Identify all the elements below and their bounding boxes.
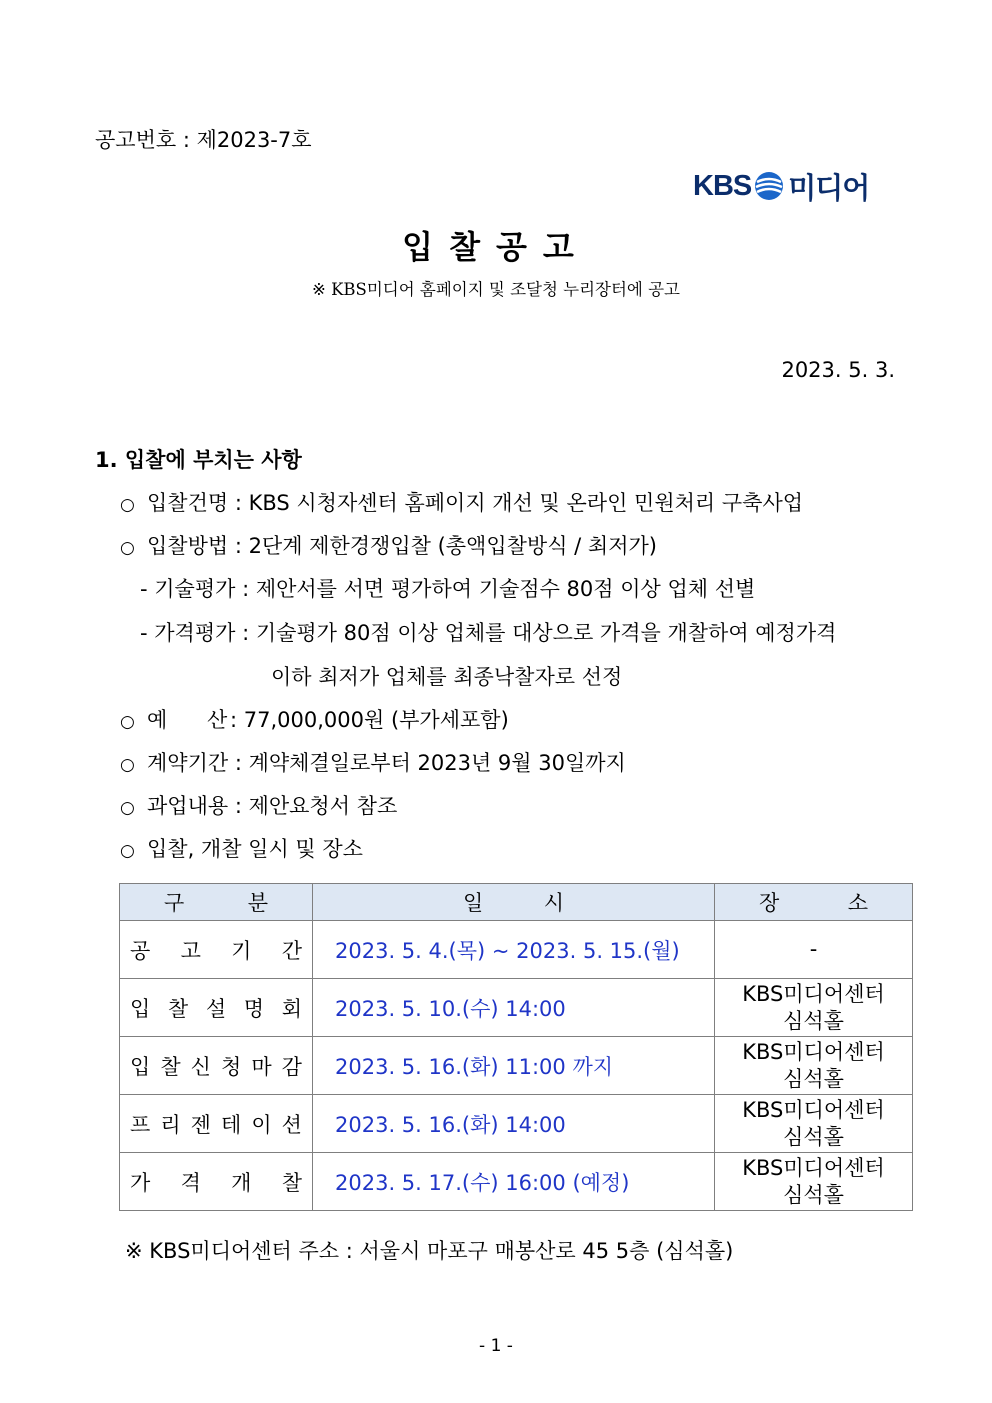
subtitle: ※ KBS미디어 홈페이지 및 조달청 누리장터에 공고 (312, 280, 680, 299)
logo-latin: KBS (693, 169, 752, 202)
datetime-cell: 2023. 5. 16.(화) 14:00 (313, 1095, 715, 1153)
kbs-media-logo (693, 169, 870, 205)
page-title: 입찰공고 (402, 228, 590, 266)
table-row (120, 979, 913, 1037)
place-cell: KBS미디어센터 심석홀 (715, 1095, 913, 1153)
bullet-marker: ○ (120, 712, 135, 732)
bullet-marker: ○ (120, 798, 135, 818)
list-item: ○ 입찰건명 : KBS 시청자센터 홈페이지 개선 및 온라인 민원처리 구축사업 (120, 491, 804, 515)
category-cell: 가 격 개 찰 (120, 1153, 313, 1211)
list-item: ○ 계약기간 : 계약체결일로부터 2023년 9월 30일까지 (120, 751, 626, 775)
page-number: - 1 - (479, 1336, 513, 1356)
logo-korean: 미디어 (788, 172, 870, 205)
place-cell: - (715, 921, 913, 979)
header-place: 장 소 (715, 884, 913, 921)
header-datetime: 일 시 (313, 884, 715, 921)
schedule-table (119, 883, 913, 1211)
bullet-marker: ○ (120, 495, 135, 515)
datetime-cell: 2023. 5. 4.(목) ~ 2023. 5. 15.(월) (313, 921, 715, 979)
sub-item: - 가격평가 : 기술평가 80점 이상 업체를 대상으로 가격을 개찰하여 예정가격 (140, 621, 837, 645)
table-row (120, 1095, 913, 1153)
notice-number: 공고번호 : 제2023-7호 (95, 128, 312, 152)
sub-item: - 기술평가 : 제안서를 서면 평가하여 기술점수 80점 이상 업체 선별 (140, 577, 756, 601)
place-cell: KBS미디어센터 심석홀 (715, 979, 913, 1037)
place-cell: KBS미디어센터 심석홀 (715, 1153, 913, 1211)
datetime-cell: 2023. 5. 16.(화) 11:00 까지 (313, 1037, 715, 1095)
table-row (120, 1037, 913, 1095)
datetime-cell: 2023. 5. 10.(수) 14:00 (313, 979, 715, 1037)
bullet-marker: ○ (120, 755, 135, 775)
category-cell: 프 리 젠 테 이 션 (120, 1095, 313, 1153)
section-heading: 1. 입찰에 부치는 사항 (95, 448, 302, 472)
category-cell: 입 찰 신 청 마 감 (120, 1037, 313, 1095)
sub-item-continuation: 이하 최저가 업체를 최종낙찰자로 선정 (271, 665, 623, 689)
header-category: 구 분 (120, 884, 313, 921)
bullet-marker: ○ (120, 538, 135, 558)
table-header-row (120, 884, 913, 921)
bullet-marker: ○ (120, 841, 135, 861)
category-cell: 공 고 기 간 (120, 921, 313, 979)
datetime-cell: 2023. 5. 17.(수) 16:00 (예정) (313, 1153, 715, 1211)
place-cell: KBS미디어센터 심석홀 (715, 1037, 913, 1095)
list-item: ○ 입찰방법 : 2단계 제한경쟁입찰 (총액입찰방식 / 최저가) (120, 534, 657, 558)
category-cell: 입 찰 설 명 회 (120, 979, 313, 1037)
address-note: ※ KBS미디어센터 주소 : 서울시 마포구 매봉산로 45 5층 (심석홀) (125, 1239, 734, 1263)
list-item: ○ 입찰, 개찰 일시 및 장소 (120, 837, 363, 861)
globe-icon (754, 171, 784, 201)
table-row (120, 921, 913, 979)
notice-date: 2023. 5. 3. (781, 358, 895, 382)
list-item: ○ 과업내용 : 제안요청서 참조 (120, 794, 398, 818)
list-item-budget: ○ 예 산 : 77,000,000원 (부가세포함) (120, 708, 509, 732)
table-row (120, 1153, 913, 1211)
